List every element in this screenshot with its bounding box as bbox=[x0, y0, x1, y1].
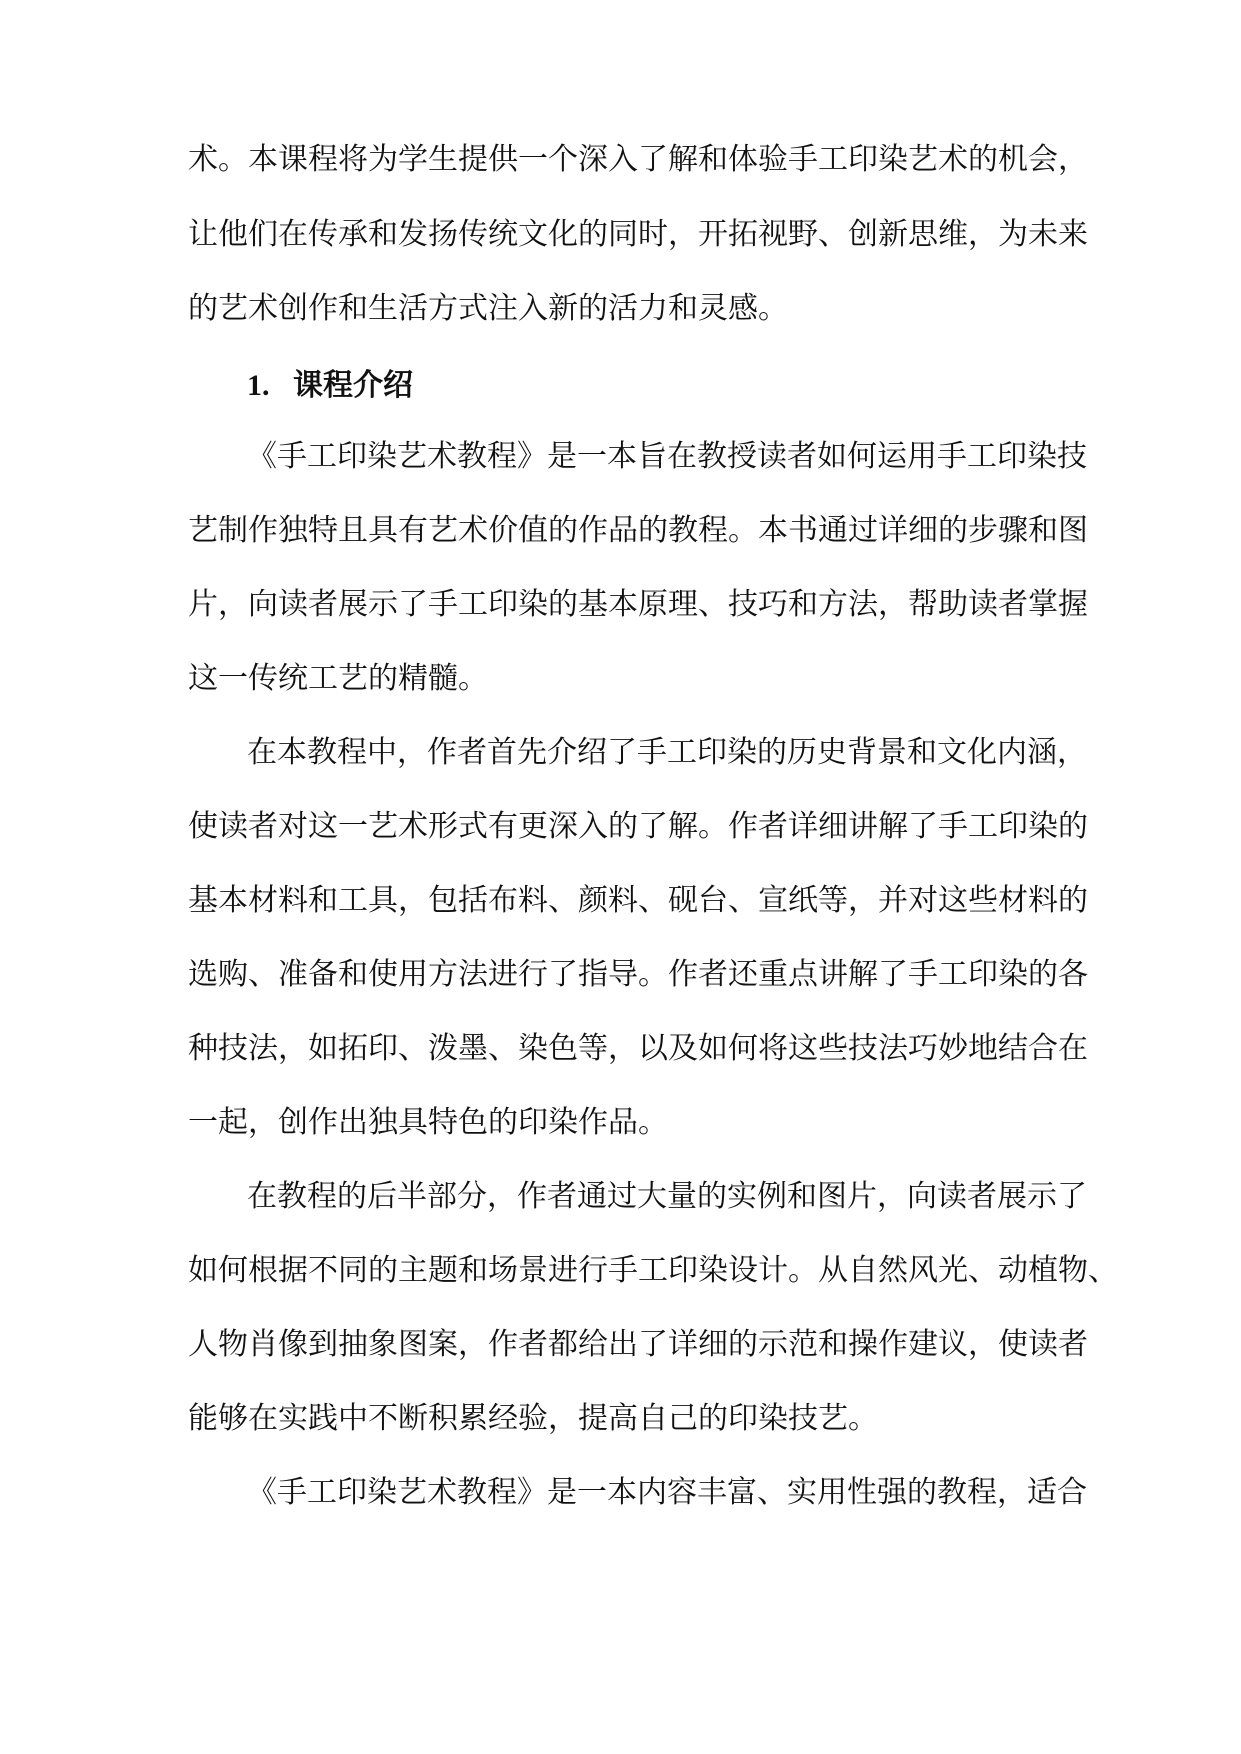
paragraph-line: 人物肖像到抽象图案，作者都给出了详细的示范和操作建议，使读者 bbox=[188, 1327, 1088, 1362]
paragraph-line: 让他们在传承和发扬传统文化的同时，开拓视野、创新思维，为未来 bbox=[188, 217, 1088, 252]
paragraph-line: 能够在实践中不断积累经验，提高自己的印染技艺。 bbox=[188, 1401, 878, 1436]
paragraph-line: 基本材料和工具，包括布料、颜料、砚台、宣纸等，并对这些材料的 bbox=[188, 883, 1088, 918]
paragraph-line: 在本教程中，作者首先介绍了手工印染的历史背景和文化内涵， bbox=[247, 735, 1087, 770]
paragraph-line: 《手工印染艺术教程》是一本旨在教授读者如何运用手工印染技 bbox=[247, 439, 1087, 474]
section-heading bbox=[247, 366, 413, 406]
section-title: 课程介绍 bbox=[293, 368, 413, 403]
paragraph-line: 片，向读者展示了手工印染的基本原理、技巧和方法，帮助读者掌握 bbox=[188, 587, 1088, 622]
section-number: 1. bbox=[247, 369, 270, 402]
paragraph-line: 艺制作独特且具有艺术价值的作品的教程。本书通过详细的步骤和图 bbox=[188, 513, 1088, 548]
paragraph-line: 一起，创作出独具特色的印染作品。 bbox=[188, 1105, 668, 1140]
paragraph-line: 术。本课程将为学生提供一个深入了解和体验手工印染艺术的机会， bbox=[188, 142, 1088, 177]
paragraph-line: 的艺术创作和生活方式注入新的活力和灵感。 bbox=[188, 291, 788, 326]
paragraph-line: 种技法，如拓印、泼墨、染色等，以及如何将这些技法巧妙地结合在 bbox=[188, 1031, 1088, 1066]
paragraph-line: 如何根据不同的主题和场景进行手工印染设计。从自然风光、动植物、 bbox=[188, 1253, 1118, 1288]
paragraph-line: 使读者对这一艺术形式有更深入的了解。作者详细讲解了手工印染的 bbox=[188, 809, 1088, 844]
paragraph-line: 这一传统工艺的精髓。 bbox=[188, 661, 488, 696]
paragraph-line: 选购、准备和使用方法进行了指导。作者还重点讲解了手工印染的各 bbox=[188, 957, 1088, 992]
paragraph-line: 《手工印染艺术教程》是一本内容丰富、实用性强的教程，适合 bbox=[247, 1475, 1087, 1510]
paragraph-line: 在教程的后半部分，作者通过大量的实例和图片，向读者展示了 bbox=[247, 1179, 1087, 1214]
